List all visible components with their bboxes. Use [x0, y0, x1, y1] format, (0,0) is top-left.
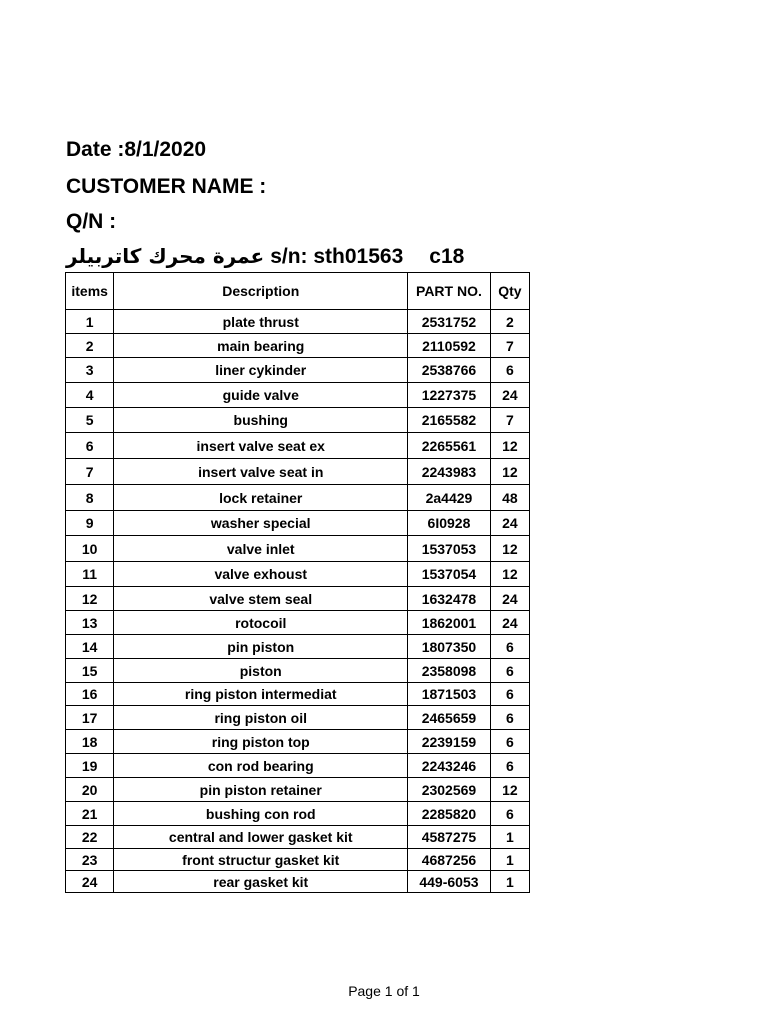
quantity: 24	[490, 511, 529, 536]
table-row	[66, 778, 530, 802]
part-number: 2165582	[408, 408, 491, 433]
item-description: valve exhoust	[114, 562, 408, 587]
item-description: liner cykinder	[114, 358, 408, 383]
part-number: 2302569	[408, 778, 491, 802]
quantity: 6	[490, 730, 529, 754]
item-number: 15	[66, 659, 114, 683]
table-row	[66, 871, 530, 893]
item-number: 7	[66, 459, 114, 485]
item-description: ring piston top	[114, 730, 408, 754]
item-description: guide valve	[114, 383, 408, 408]
customer-name-label: CUSTOMER NAME :	[66, 175, 267, 198]
item-number: 20	[66, 778, 114, 802]
parts-table	[65, 272, 530, 893]
table-row	[66, 459, 530, 485]
part-number: 449-6053	[408, 871, 491, 893]
item-number: 19	[66, 754, 114, 778]
table-row	[66, 730, 530, 754]
part-number: 2243246	[408, 754, 491, 778]
item-description: central and lower gasket kit	[114, 826, 408, 849]
job-title-arabic: عمرة محرك كاتربيلر	[66, 244, 265, 268]
item-number: 5	[66, 408, 114, 433]
item-description: pin piston	[114, 635, 408, 659]
qn-label: Q/N :	[66, 210, 117, 233]
item-description: insert valve seat ex	[114, 433, 408, 459]
item-description: rotocoil	[114, 611, 408, 635]
item-number: 4	[66, 383, 114, 408]
serial-line	[66, 243, 464, 270]
table-row	[66, 408, 530, 433]
item-description: ring piston oil	[114, 706, 408, 730]
quantity: 7	[490, 334, 529, 358]
quantity: 7	[490, 408, 529, 433]
part-number: 1862001	[408, 611, 491, 635]
item-description: pin piston retainer	[114, 778, 408, 802]
item-number: 23	[66, 849, 114, 871]
quantity: 24	[490, 587, 529, 611]
quantity: 1	[490, 826, 529, 849]
part-number: 1871503	[408, 683, 491, 706]
table-row	[66, 659, 530, 683]
item-number: 13	[66, 611, 114, 635]
item-description: con rod bearing	[114, 754, 408, 778]
item-number: 18	[66, 730, 114, 754]
col-header-items: items	[66, 273, 114, 310]
serial-number: s/n: sth01563	[270, 245, 404, 268]
part-number: 2465659	[408, 706, 491, 730]
table-row	[66, 485, 530, 511]
part-number: 2531752	[408, 310, 491, 334]
item-description: valve inlet	[114, 536, 408, 562]
part-number: 2a4429	[408, 485, 491, 511]
quantity: 12	[490, 433, 529, 459]
item-description: ring piston intermediat	[114, 683, 408, 706]
date-line: Date :8/1/2020	[66, 138, 207, 161]
table-row	[66, 536, 530, 562]
part-number: 2110592	[408, 334, 491, 358]
item-number: 14	[66, 635, 114, 659]
quantity: 6	[490, 683, 529, 706]
table-row	[66, 383, 530, 408]
quantity: 6	[490, 358, 529, 383]
part-number: 1537053	[408, 536, 491, 562]
item-number: 17	[66, 706, 114, 730]
part-number: 2265561	[408, 433, 491, 459]
quantity: 12	[490, 562, 529, 587]
quantity: 6	[490, 754, 529, 778]
item-number: 11	[66, 562, 114, 587]
item-number: 12	[66, 587, 114, 611]
table-row	[66, 754, 530, 778]
item-number: 10	[66, 536, 114, 562]
quantity: 1	[490, 849, 529, 871]
part-number: 2538766	[408, 358, 491, 383]
col-header-description: Description	[114, 273, 408, 310]
item-description: washer special	[114, 511, 408, 536]
quantity: 24	[490, 383, 529, 408]
part-number: 2358098	[408, 659, 491, 683]
quantity: 48	[490, 485, 529, 511]
quantity: 6	[490, 706, 529, 730]
item-number: 8	[66, 485, 114, 511]
quantity: 12	[490, 459, 529, 485]
item-description: lock retainer	[114, 485, 408, 511]
item-number: 6	[66, 433, 114, 459]
quantity: 12	[490, 778, 529, 802]
item-description: bushing con rod	[114, 802, 408, 826]
part-number: 4587275	[408, 826, 491, 849]
item-description: front structur gasket kit	[114, 849, 408, 871]
item-number: 16	[66, 683, 114, 706]
table-header-row	[66, 273, 530, 310]
col-header-part-no: PART NO.	[408, 273, 491, 310]
page-number: Page 1 of 1	[348, 983, 420, 999]
quantity: 6	[490, 802, 529, 826]
item-description: main bearing	[114, 334, 408, 358]
item-number: 2	[66, 334, 114, 358]
part-number: 6I0928	[408, 511, 491, 536]
part-number: 1227375	[408, 383, 491, 408]
quantity: 24	[490, 611, 529, 635]
table-row	[66, 635, 530, 659]
table-row	[66, 433, 530, 459]
quantity: 12	[490, 536, 529, 562]
item-number: 24	[66, 871, 114, 893]
quantity: 6	[490, 635, 529, 659]
table-row	[66, 802, 530, 826]
part-number: 1632478	[408, 587, 491, 611]
item-number: 9	[66, 511, 114, 536]
part-number: 1537054	[408, 562, 491, 587]
table-row	[66, 611, 530, 635]
item-description: piston	[114, 659, 408, 683]
item-description: insert valve seat in	[114, 459, 408, 485]
item-description: valve stem seal	[114, 587, 408, 611]
item-description: bushing	[114, 408, 408, 433]
item-number: 3	[66, 358, 114, 383]
table-row	[66, 706, 530, 730]
table-row	[66, 334, 530, 358]
col-header-qty: Qty	[490, 273, 529, 310]
table-row	[66, 310, 530, 334]
engine-model: c18	[429, 245, 465, 268]
part-number: 2285820	[408, 802, 491, 826]
table-row	[66, 826, 530, 849]
table-row	[66, 587, 530, 611]
item-number: 21	[66, 802, 114, 826]
item-number: 22	[66, 826, 114, 849]
item-description: plate thrust	[114, 310, 408, 334]
quantity: 6	[490, 659, 529, 683]
table-row	[66, 511, 530, 536]
quantity: 2	[490, 310, 529, 334]
table-row	[66, 849, 530, 871]
part-number: 1807350	[408, 635, 491, 659]
part-number: 4687256	[408, 849, 491, 871]
quantity: 1	[490, 871, 529, 893]
table-row	[66, 683, 530, 706]
part-number: 2239159	[408, 730, 491, 754]
item-number: 1	[66, 310, 114, 334]
part-number: 2243983	[408, 459, 491, 485]
parts-table-body	[66, 310, 530, 893]
item-description: rear gasket kit	[114, 871, 408, 893]
table-row	[66, 358, 530, 383]
table-row	[66, 562, 530, 587]
